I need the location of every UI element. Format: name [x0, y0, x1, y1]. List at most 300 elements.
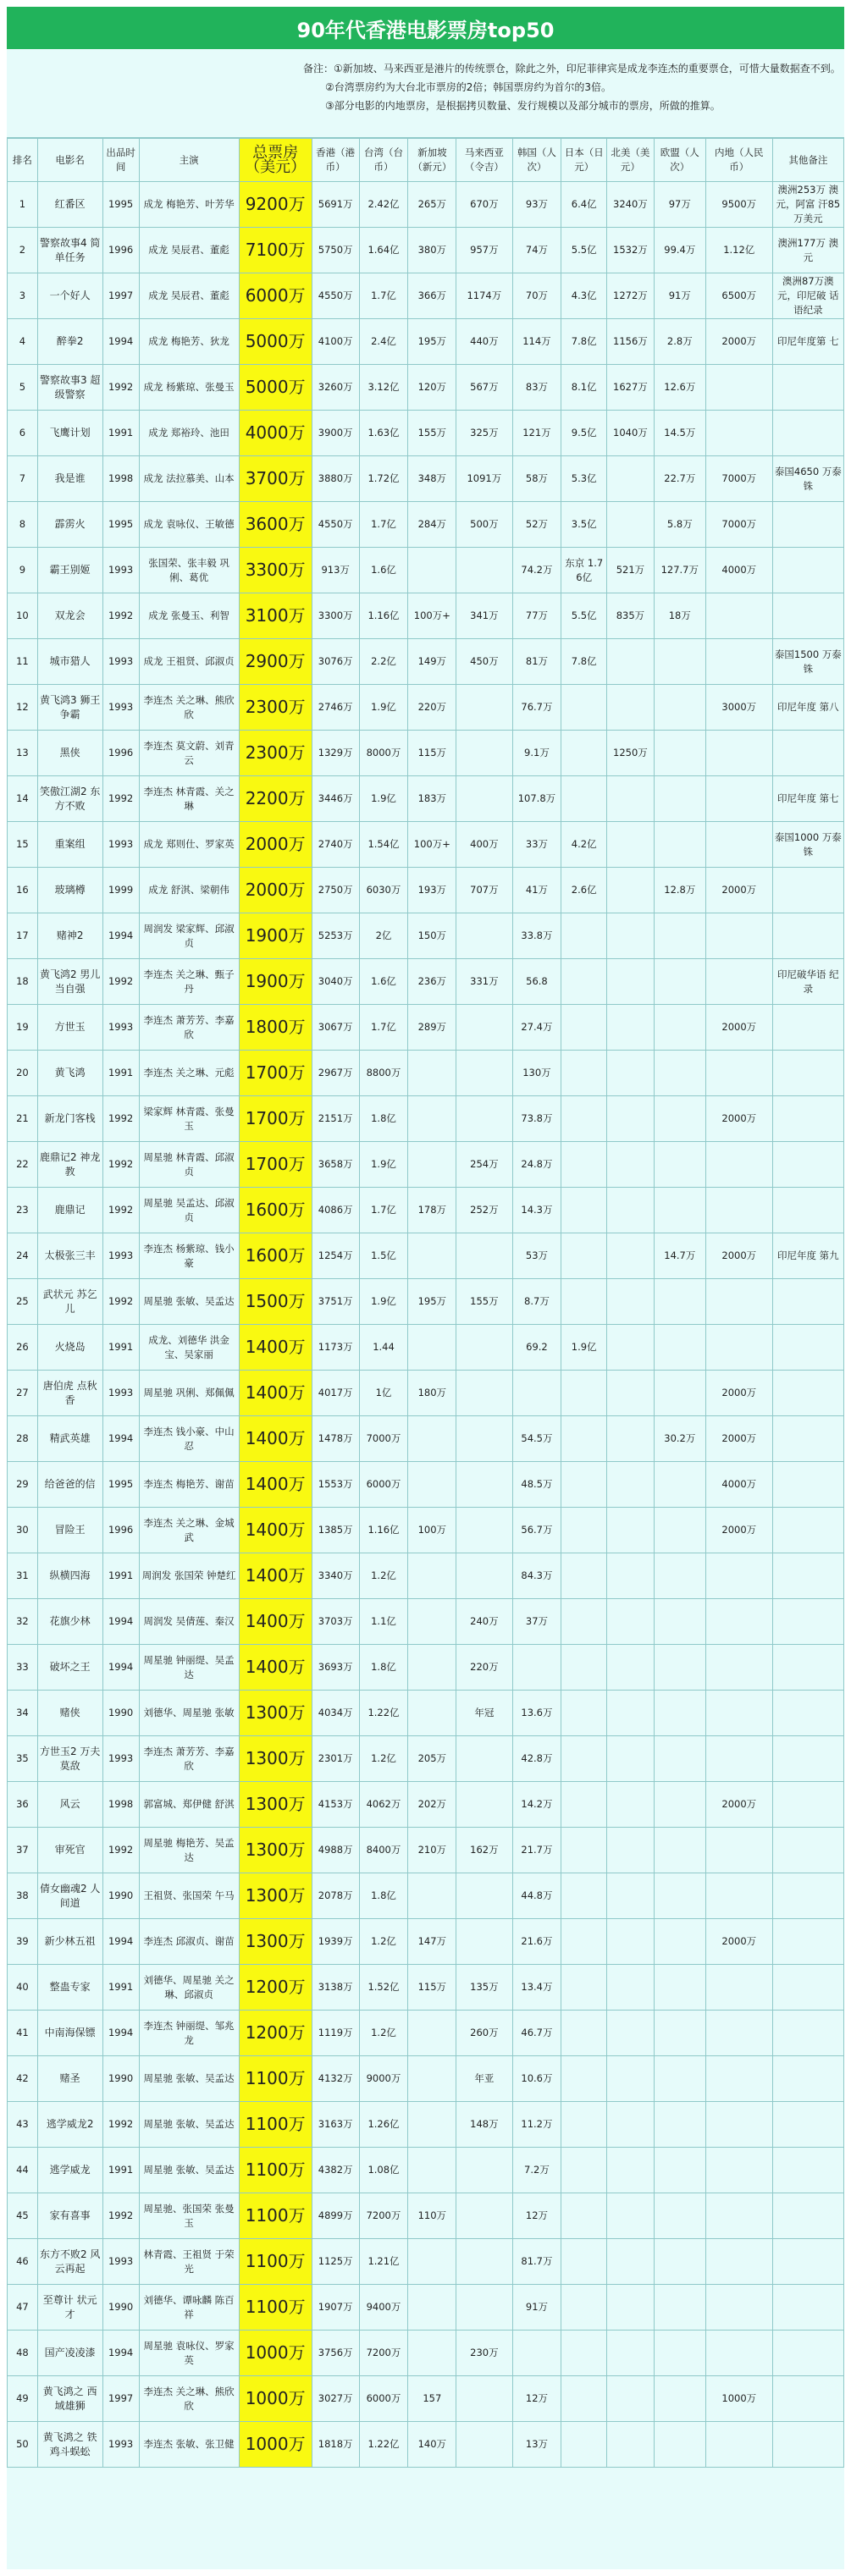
table-cell: 115万	[408, 731, 456, 776]
table-cell	[456, 1005, 512, 1051]
table-cell: 2.2亿	[359, 639, 408, 685]
table-cell	[772, 1371, 843, 1416]
table-cell: 7200万	[359, 2331, 408, 2376]
table-row	[8, 1096, 844, 1142]
table-cell: 7100万	[239, 228, 312, 273]
table-cell: 240万	[456, 1599, 512, 1645]
table-cell: 260万	[456, 2011, 512, 2056]
table-cell: 赌侠	[37, 1691, 102, 1736]
table-cell: 1992	[102, 959, 139, 1005]
table-cell	[512, 2331, 561, 2376]
table-cell: 3600万	[239, 502, 312, 548]
table-cell	[654, 1919, 705, 1965]
table-cell: 2000万	[705, 1005, 772, 1051]
table-cell: 红番区	[37, 182, 102, 228]
table-cell: 1100万	[239, 2056, 312, 2102]
table-cell	[772, 1462, 843, 1508]
table-cell: 玻璃樽	[37, 868, 102, 913]
table-cell: 成龙 吴辰君、董彪	[139, 273, 239, 319]
table-cell: 43	[8, 2102, 38, 2148]
table-cell	[705, 731, 772, 776]
table-cell	[654, 1645, 705, 1691]
table-cell: 28	[8, 1416, 38, 1462]
table-cell: 霸王别姬	[37, 548, 102, 593]
table-cell: 1173万	[312, 1325, 359, 1371]
table-cell	[607, 822, 655, 868]
table-cell	[654, 639, 705, 685]
table-cell: 84.3万	[512, 1553, 561, 1599]
table-cell	[654, 731, 705, 776]
table-cell: 6030万	[359, 868, 408, 913]
table-cell: 1.5亿	[359, 1233, 408, 1279]
table-cell: 4034万	[312, 1691, 359, 1736]
table-cell	[408, 1645, 456, 1691]
table-cell: 1991	[102, 1051, 139, 1096]
table-cell: 40	[8, 1965, 38, 2011]
table-cell: 24.8万	[512, 1142, 561, 1188]
table-cell: 张国荣、张丰毅 巩俐、葛优	[139, 548, 239, 593]
table-cell: 8800万	[359, 1051, 408, 1096]
table-cell: 一个好人	[37, 273, 102, 319]
table-cell: 44	[8, 2148, 38, 2193]
table-row	[8, 2102, 844, 2148]
table-cell: 1125万	[312, 2239, 359, 2285]
table-cell	[561, 1736, 607, 1782]
table-cell: 4000万	[239, 411, 312, 456]
table-cell: 梁家辉 林青霞、张曼玉	[139, 1096, 239, 1142]
table-row	[8, 1965, 844, 2011]
table-cell	[705, 1599, 772, 1645]
table-cell	[607, 2331, 655, 2376]
table-cell	[561, 1462, 607, 1508]
table-cell: 49	[8, 2376, 38, 2422]
table-cell	[607, 1462, 655, 1508]
table-cell: 1.8亿	[359, 1096, 408, 1142]
table-cell: 100万+	[408, 822, 456, 868]
table-cell: 76.7万	[512, 685, 561, 731]
table-cell: 1.8亿	[359, 1873, 408, 1919]
table-cell: 3300万	[239, 548, 312, 593]
table-cell: 56.7万	[512, 1508, 561, 1553]
table-cell	[607, 1736, 655, 1782]
table-cell	[705, 593, 772, 639]
table-cell: 1996	[102, 228, 139, 273]
table-cell: 14.7万	[654, 1233, 705, 1279]
table-cell: 1.44	[359, 1325, 408, 1371]
table-cell: 1992	[102, 1096, 139, 1142]
table-cell	[456, 1553, 512, 1599]
table-cell: 1400万	[239, 1371, 312, 1416]
column-header: 主演	[139, 139, 239, 182]
table-cell	[772, 1416, 843, 1462]
table-row	[8, 776, 844, 822]
table-cell: 12万	[512, 2193, 561, 2239]
table-cell	[705, 959, 772, 1005]
table-cell: 李连杰 邱淑贞、谢苗	[139, 1919, 239, 1965]
table-row	[8, 228, 844, 273]
table-row	[8, 593, 844, 639]
table-row	[8, 959, 844, 1005]
table-cell	[561, 1051, 607, 1096]
table-row	[8, 1508, 844, 1553]
table-cell: 1993	[102, 685, 139, 731]
table-row	[8, 1279, 844, 1325]
table-cell: 12万	[512, 2376, 561, 2422]
table-cell: 1992	[102, 776, 139, 822]
table-cell: 1993	[102, 548, 139, 593]
table-cell: 印尼年度 第八	[772, 685, 843, 731]
table-cell: 236万	[408, 959, 456, 1005]
table-cell: 83万	[512, 365, 561, 411]
table-cell	[456, 1325, 512, 1371]
table-cell: 23	[8, 1188, 38, 1233]
table-cell: 新少林五祖	[37, 1919, 102, 1965]
table-cell: 14.3万	[512, 1188, 561, 1233]
table-cell: 74.2万	[512, 548, 561, 593]
table-cell: 3	[8, 273, 38, 319]
table-cell: 5000万	[239, 319, 312, 365]
table-cell: 99.4万	[654, 228, 705, 273]
table-cell: 4000万	[705, 1462, 772, 1508]
table-cell: 精武英雄	[37, 1416, 102, 1462]
table-cell: 2000万	[705, 319, 772, 365]
table-cell: 成龙 杨紫琼、张曼玉	[139, 365, 239, 411]
table-cell	[561, 1645, 607, 1691]
note-line: ②台湾票房约为大台北市票房的2倍；韩国票房约为首尔的3倍。	[325, 81, 612, 93]
table-row	[8, 2422, 844, 2468]
table-cell	[561, 2376, 607, 2422]
table-cell: 1300万	[239, 1873, 312, 1919]
table-cell	[654, 1279, 705, 1325]
table-cell	[705, 2148, 772, 2193]
column-header: 马来西亚（令吉）	[456, 139, 512, 182]
table-cell: 4550万	[312, 273, 359, 319]
table-cell	[772, 1142, 843, 1188]
table-row	[8, 2148, 844, 2193]
table-row	[8, 1599, 844, 1645]
table-cell: 1.12亿	[705, 228, 772, 273]
table-row	[8, 1645, 844, 1691]
table-cell: 325万	[456, 411, 512, 456]
table-cell	[772, 1096, 843, 1142]
table-cell: 3040万	[312, 959, 359, 1005]
table-cell: 100万+	[408, 593, 456, 639]
table-cell: 1400万	[239, 1599, 312, 1645]
table-cell: 2000万	[239, 868, 312, 913]
table-cell: 1300万	[239, 1919, 312, 1965]
table-cell: 155万	[456, 1279, 512, 1325]
table-cell: 鹿鼎记	[37, 1188, 102, 1233]
table-cell: 155万	[408, 411, 456, 456]
table-cell: 195万	[408, 1279, 456, 1325]
table-cell: 91万	[512, 2285, 561, 2331]
table-cell: 1991	[102, 1325, 139, 1371]
table-cell: 3.12亿	[359, 365, 408, 411]
table-cell: 2967万	[312, 1051, 359, 1096]
table-cell	[512, 1371, 561, 1416]
table-cell: 1156万	[607, 319, 655, 365]
table-cell	[408, 1142, 456, 1188]
table-cell: 周星驰 袁咏仪、罗家英	[139, 2331, 239, 2376]
table-cell	[654, 1325, 705, 1371]
table-cell: 1993	[102, 1005, 139, 1051]
table-cell: 1329万	[312, 731, 359, 776]
table-cell: 警察故事3 超级警察	[37, 365, 102, 411]
table-cell	[607, 2056, 655, 2102]
table-cell: 新龙门客栈	[37, 1096, 102, 1142]
table-cell: 2.8万	[654, 319, 705, 365]
table-cell: 38	[8, 1873, 38, 1919]
table-cell	[772, 1691, 843, 1736]
table-cell: 70万	[512, 273, 561, 319]
table-cell: 1200万	[239, 1965, 312, 2011]
table-cell	[561, 1508, 607, 1553]
table-row	[8, 365, 844, 411]
table-cell	[772, 365, 843, 411]
table-cell: 1.7亿	[359, 273, 408, 319]
table-cell	[561, 1233, 607, 1279]
table-cell	[772, 1188, 843, 1233]
table-cell: 1990	[102, 1691, 139, 1736]
table-cell: 印尼年度第 七	[772, 319, 843, 365]
table-cell: 48	[8, 2331, 38, 2376]
table-cell: 254万	[456, 1142, 512, 1188]
table-cell: 25	[8, 1279, 38, 1325]
table-cell	[654, 913, 705, 959]
table-cell: 12.6万	[654, 365, 705, 411]
table-cell	[561, 1005, 607, 1051]
table-cell	[705, 365, 772, 411]
table-cell: 58万	[512, 456, 561, 502]
table-cell: 121万	[512, 411, 561, 456]
table-cell: 1993	[102, 1371, 139, 1416]
table-cell	[607, 1645, 655, 1691]
table-cell: 289万	[408, 1005, 456, 1051]
table-cell: 2.6亿	[561, 868, 607, 913]
table-cell	[772, 502, 843, 548]
table-cell: 1994	[102, 913, 139, 959]
table-cell: 周星驰 张敏、吴孟达	[139, 2056, 239, 2102]
table-cell	[456, 1508, 512, 1553]
table-cell: 284万	[408, 502, 456, 548]
table-cell	[607, 1919, 655, 1965]
table-cell	[561, 2148, 607, 2193]
table-cell	[561, 1142, 607, 1188]
table-cell	[654, 1462, 705, 1508]
table-cell: 李连杰 萧芳芳、李嘉欣	[139, 1005, 239, 1051]
table-cell: 2000万	[705, 1508, 772, 1553]
table-cell: 2750万	[312, 868, 359, 913]
table-cell	[408, 2331, 456, 2376]
column-header: 出品时间	[102, 139, 139, 182]
table-cell: 1.6亿	[359, 959, 408, 1005]
table-cell	[561, 2011, 607, 2056]
table-cell: 5691万	[312, 182, 359, 228]
table-cell: 年亚	[456, 2056, 512, 2102]
table-cell	[705, 776, 772, 822]
table-cell: 6	[8, 411, 38, 456]
table-cell: 22.7万	[654, 456, 705, 502]
table-cell	[456, 1096, 512, 1142]
table-cell: 230万	[456, 2331, 512, 2376]
table-cell: 7000万	[705, 502, 772, 548]
table-cell: 4000万	[705, 548, 772, 593]
table-cell	[561, 1599, 607, 1645]
column-header: 排名	[8, 139, 38, 182]
table-cell: 1.72亿	[359, 456, 408, 502]
table-cell	[607, 639, 655, 685]
table-cell: 逃学威龙	[37, 2148, 102, 2193]
table-cell: 3138万	[312, 1965, 359, 2011]
table-cell	[772, 1051, 843, 1096]
table-cell: 黄飞鸿3 狮王争霸	[37, 685, 102, 731]
table-cell	[772, 1325, 843, 1371]
table-cell: 450万	[456, 639, 512, 685]
table-cell	[654, 822, 705, 868]
table-header	[8, 139, 844, 182]
table-cell	[456, 2193, 512, 2239]
table-cell: 1.9亿	[359, 1279, 408, 1325]
table-cell: 3260万	[312, 365, 359, 411]
table-cell: 1478万	[312, 1416, 359, 1462]
table-cell	[607, 1005, 655, 1051]
table-cell: 周星驰 巩俐、郑佩佩	[139, 1371, 239, 1416]
table-cell	[772, 1599, 843, 1645]
table-cell: 48.5万	[512, 1462, 561, 1508]
table-cell	[607, 1553, 655, 1599]
table-cell	[408, 1051, 456, 1096]
table-cell: 53万	[512, 1233, 561, 1279]
table-cell: 林青霞、王祖贤 于荣光	[139, 2239, 239, 2285]
table-cell	[772, 913, 843, 959]
table-cell: 5.5亿	[561, 228, 607, 273]
table-cell: 我是谁	[37, 456, 102, 502]
table-cell: 56.8	[512, 959, 561, 1005]
table-cell: 成龙 舒淇、梁朝伟	[139, 868, 239, 913]
table-cell: 李连杰 杨紫琼、钱小豪	[139, 1233, 239, 1279]
table-cell: 1990	[102, 2285, 139, 2331]
table-cell: 李连杰 关之琳、元彪	[139, 1051, 239, 1096]
table-cell: 1991	[102, 411, 139, 456]
table-cell: 31	[8, 1553, 38, 1599]
table-cell	[561, 1371, 607, 1416]
table-cell	[654, 1005, 705, 1051]
table-cell: 11	[8, 639, 38, 685]
table-cell: 8400万	[359, 1828, 408, 1873]
table-cell: 成龙 梅艳芳、叶芳华	[139, 182, 239, 228]
table-row	[8, 2056, 844, 2102]
table-cell: 笑傲江湖2 东方不败	[37, 776, 102, 822]
table-cell: 4.3亿	[561, 273, 607, 319]
table-cell: 火烧岛	[37, 1325, 102, 1371]
note-line: ③部分电影的内地票房，是根据拷贝数量、发行规模以及部分城市的票房，所做的推算。	[325, 100, 721, 112]
table-cell: 1600万	[239, 1233, 312, 1279]
table-cell: 2300万	[239, 731, 312, 776]
column-header: 日本（日元）	[561, 139, 607, 182]
table-cell	[456, 685, 512, 731]
table-cell	[654, 1782, 705, 1828]
table-cell: 3300万	[312, 593, 359, 639]
table-cell: 3100万	[239, 593, 312, 639]
table-cell: 3446万	[312, 776, 359, 822]
table-cell	[561, 776, 607, 822]
table-cell: 飞鹰计划	[37, 411, 102, 456]
table-cell: 1990	[102, 2056, 139, 2102]
table-cell: 1818万	[312, 2422, 359, 2468]
table-cell	[705, 1965, 772, 2011]
table-cell	[772, 2148, 843, 2193]
table-cell	[456, 1416, 512, 1462]
table-cell	[705, 2102, 772, 2148]
table-cell	[408, 1462, 456, 1508]
table-cell: 1	[8, 182, 38, 228]
table-cell: 3756万	[312, 2331, 359, 2376]
table-cell: 1.08亿	[359, 2148, 408, 2193]
table-cell: 11.2万	[512, 2102, 561, 2148]
table-cell: 2300万	[239, 685, 312, 731]
table-cell: 348万	[408, 456, 456, 502]
table-cell: 4.2亿	[561, 822, 607, 868]
table-cell: 27	[8, 1371, 38, 1416]
table-cell: 1990	[102, 1873, 139, 1919]
table-cell	[408, 1691, 456, 1736]
table-cell: 7000万	[705, 456, 772, 502]
table-cell	[654, 2376, 705, 2422]
table-cell: 400万	[456, 822, 512, 868]
table-cell	[408, 2285, 456, 2331]
table-cell	[607, 2102, 655, 2148]
table-cell	[705, 1691, 772, 1736]
column-header: 电影名	[37, 139, 102, 182]
table-cell: 148万	[456, 2102, 512, 2148]
table-cell: 52万	[512, 502, 561, 548]
table-cell: 1100万	[239, 2102, 312, 2148]
table-cell	[654, 1142, 705, 1188]
table-cell: 34	[8, 1691, 38, 1736]
table-cell	[705, 1051, 772, 1096]
table-cell	[561, 1782, 607, 1828]
table-cell: 500万	[456, 502, 512, 548]
table-cell: 审死官	[37, 1828, 102, 1873]
table-cell: 王祖贤、张国荣 午马	[139, 1873, 239, 1919]
notes	[7, 59, 844, 138]
table-cell	[607, 2285, 655, 2331]
table-cell: 120万	[408, 365, 456, 411]
table-cell: 33万	[512, 822, 561, 868]
table-cell	[607, 1691, 655, 1736]
table-cell: 19	[8, 1005, 38, 1051]
table-cell	[772, 2011, 843, 2056]
table-cell: 2000万	[239, 822, 312, 868]
table-cell: 180万	[408, 1371, 456, 1416]
table-cell	[607, 1279, 655, 1325]
table-cell: 年冠	[456, 1691, 512, 1736]
table-cell	[456, 2422, 512, 2468]
table-cell: 36	[8, 1782, 38, 1828]
table-cell: 周星驰 钟丽缇、吴孟达	[139, 1645, 239, 1691]
table-cell: 1900万	[239, 913, 312, 959]
table-cell: 周星驰 张敏、吴孟达	[139, 2102, 239, 2148]
table-row	[8, 1233, 844, 1279]
table-cell: 3000万	[705, 685, 772, 731]
table-cell: 2000万	[705, 868, 772, 913]
table-cell: 30	[8, 1508, 38, 1553]
table-cell: 265万	[408, 182, 456, 228]
table-cell: 1992	[102, 1279, 139, 1325]
table-cell: 1.2亿	[359, 2011, 408, 2056]
table-cell	[408, 548, 456, 593]
table-cell: 13万	[512, 2422, 561, 2468]
